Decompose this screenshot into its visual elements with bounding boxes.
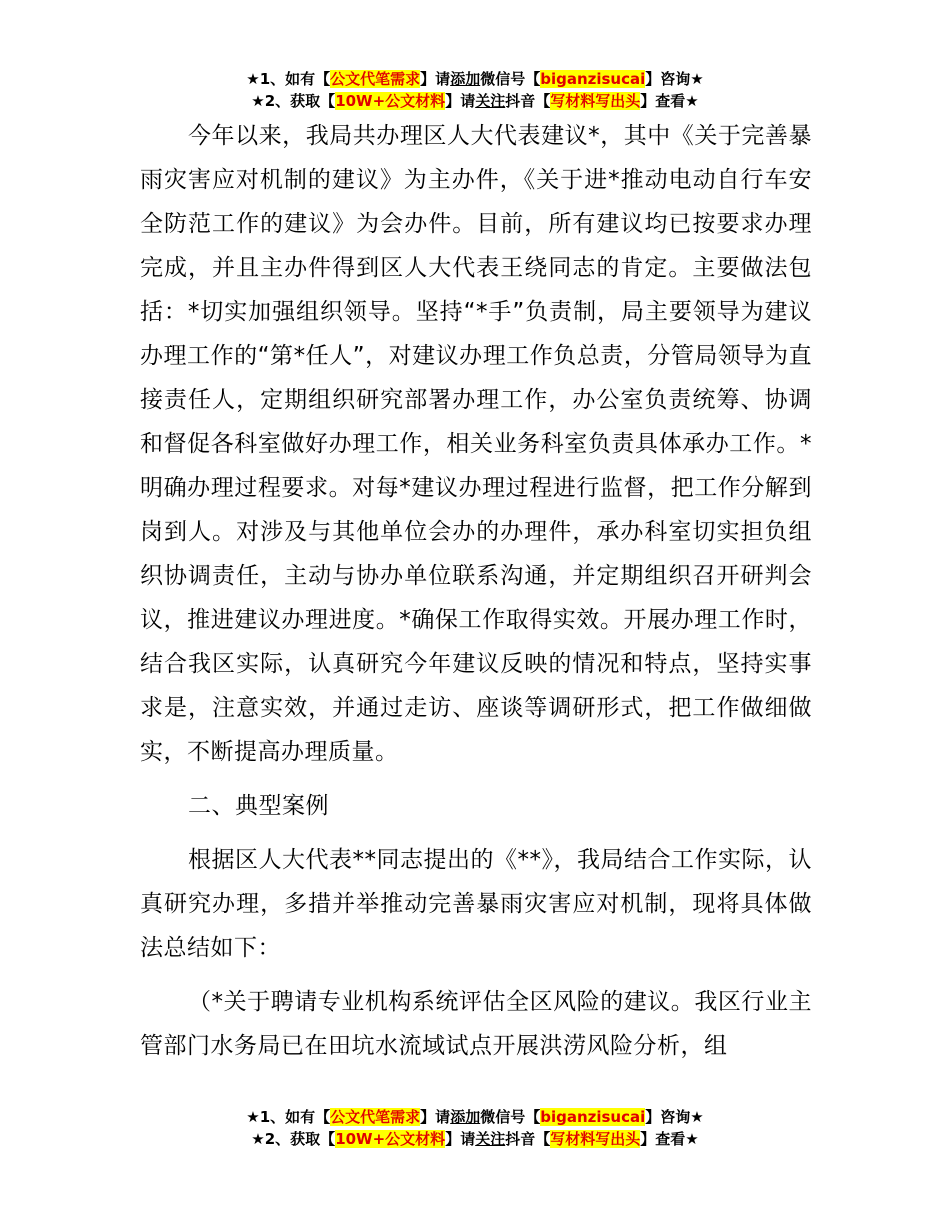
paragraph-2: 根据区人大代表**同志提出的《**》，我局结合工作实际，认真研究办理，多措并举推动完善暴雨灾害应对机制，现将具体做法总结如下： [140,847,812,961]
banner-text: 】请 [420,1108,451,1126]
banner-text: 】查看★ [640,1130,699,1148]
section-heading: 二、典型案例 [188,793,329,819]
banner-text: 】请 [420,70,451,88]
banner-highlight: 公文代笔需求 [330,1108,421,1126]
banner-text: 】请 [445,92,476,110]
banner-highlight: biganzisucai [540,1108,646,1126]
paragraph-1: 今年以来，我局共办理区人大代表建议*，其中《关于完善暴雨灾害应对机制的建议》为主办件，《关于进*推动电动自行车安全防范工作的建议》为会办件。目前，所有建议均已按要求办理完成，并且主办件得到区人大代表王绕同志的肯定。主要做法包括：*切实加强组织领导。坚持“*手”负责制，局主要领导为建议办理工作的“第*任人”，对建议办理工作负总责，分管局领导为直接责任人，定期组织研究部署办理工作，办公室负责统筹、协调和督促各科室做好办理工作，相关业务科室负责具体承办工作。*明确办理过程要求。对每*建议办理过程进行监督，把工作分解到岗到人。对涉及与其他单位会办的办理件，承办科室切实担负组织协调责任，主动与协办单位联系沟通，并定期组织召开研判会议，推进建议办理进度。*确保工作取得实效。开展办理工作时，结合我区实际，认真研究今年建议反映的情况和特点，坚持实事求是，注意实效，并通过走访、座谈等调研形式，把工作做细做实，不断提高办理质量。 [140,123,812,765]
banner-highlight: 写材料写出头 [550,1130,641,1148]
banner-text: 抖音【 [505,92,551,110]
banner-text: ★2、获取【 [251,1130,336,1148]
paragraph-3: （*关于聘请专业机构系统评估全区风险的建议。我区行业主管部门水务局已在田坑水流域试点开展洪涝风险分析，组 [140,989,812,1059]
banner-text: 】查看★ [640,92,699,110]
banner-line-2 [0,1128,950,1150]
banner-highlight: 公文代笔需求 [330,70,421,88]
banner-highlight: 写材料写出头 [550,92,641,110]
banner-highlight: 10W+公文材料 [335,92,446,110]
banner-highlight: biganzisucai [540,70,646,88]
banner-highlight: 10W+公文材料 [335,1130,446,1148]
footer-banner [0,1106,950,1150]
banner-underlined: 添加 [450,1108,481,1126]
banner-text: 】请 [445,1130,476,1148]
header-banner [0,68,950,112]
banner-text: 】咨询★ [645,70,704,88]
banner-text: 】咨询★ [645,1108,704,1126]
banner-line-2 [0,90,950,112]
banner-underlined: 关注 [475,92,506,110]
banner-line-1 [0,68,950,90]
banner-text: 微信号【 [480,70,541,88]
banner-text: ★1、如有【 [246,1108,331,1126]
banner-text: ★1、如有【 [246,70,331,88]
banner-underlined: 关注 [475,1130,506,1148]
banner-text: ★2、获取【 [251,92,336,110]
banner-underlined: 添加 [450,70,481,88]
banner-line-1 [0,1106,950,1128]
banner-text: 微信号【 [480,1108,541,1126]
document-body [140,114,812,1068]
banner-text: 抖音【 [505,1130,551,1148]
